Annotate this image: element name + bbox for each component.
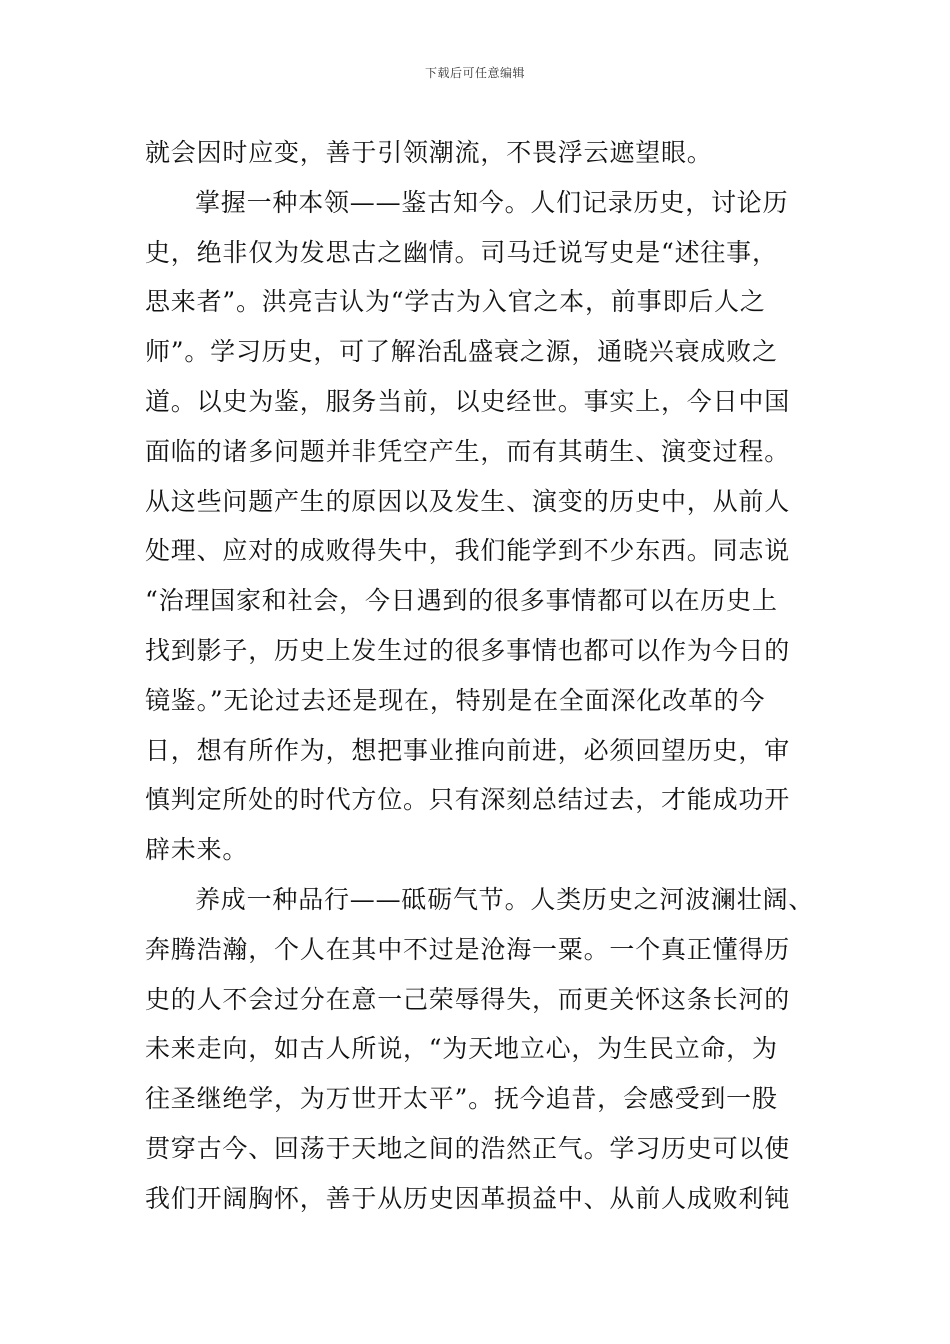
paragraph-start-line: 养成一种品行——砥砺气节。人类历史之河波澜壮阔、 bbox=[195, 884, 815, 914]
text-line: 贯穿古今、回荡于天地之间的浩然正气。学习历史可以使 bbox=[145, 1133, 791, 1163]
text-line: 师”。学习历史，可了解治乱盛衰之源，通晓兴衰成败之 bbox=[145, 337, 778, 367]
paragraph-start-line: 掌握一种本领——鉴古知今。人们记录历史，讨论历 bbox=[195, 187, 789, 217]
text-line: 史的人不会过分在意一己荣辱得失，而更关怀这条长河的 bbox=[145, 984, 791, 1014]
text-line: 找到影子，历史上发生过的很多事情也都可以作为今日的 bbox=[145, 635, 791, 665]
text-line: 镜鉴。”无论过去还是现在，特别是在全面深化改革的今 bbox=[145, 685, 766, 715]
text-line: 处理、应对的成败得失中，我们能学到不少东西。同志说 bbox=[145, 536, 791, 566]
text-line: 未来走向，如古人所说，“为天地立心，为生民立命，为 bbox=[145, 1034, 778, 1064]
page-header: 下载后可任意编辑 bbox=[424, 66, 525, 80]
text-line: 道。以史为鉴，服务当前，以史经世。事实上，今日中国 bbox=[145, 386, 791, 416]
text-line: 我们开阔胸怀，善于从历史因革损益中、从前人成败利钝 bbox=[145, 1183, 791, 1213]
text-line: 史，绝非仅为发思古之幽情。司马迁说写史是“述往事， bbox=[145, 237, 778, 267]
text-line: 辟未来。 bbox=[145, 835, 249, 865]
text-line: 奔腾浩瀚，个人在其中不过是沧海一粟。一个真正懂得历 bbox=[145, 934, 791, 964]
text-line: 日，想有所作为，想把事业推向前进，必须回望历史，审 bbox=[145, 735, 791, 765]
text-line: 面临的诸多问题并非凭空产生，而有其萌生、演变过程。 bbox=[145, 436, 791, 466]
text-line: 就会因时应变，善于引领潮流，不畏浮云遮望眼。 bbox=[145, 138, 713, 167]
text-line: “治理国家和社会，今日遇到的很多事情都可以在历史上 bbox=[145, 586, 778, 616]
text-line: 慎判定所处的时代方位。只有深刻总结过去，才能成功开 bbox=[145, 785, 791, 815]
text-line: 思来者”。洪亮吉认为“学古为入官之本，前事即后人之 bbox=[145, 287, 766, 317]
text-line: 往圣继绝学，为万世开太平”。抚今追昔，会感受到一股 bbox=[145, 1084, 778, 1114]
document-body bbox=[145, 128, 814, 1224]
text-line: 从这些问题产生的原因以及发生、演变的历史中，从前人 bbox=[145, 486, 791, 516]
